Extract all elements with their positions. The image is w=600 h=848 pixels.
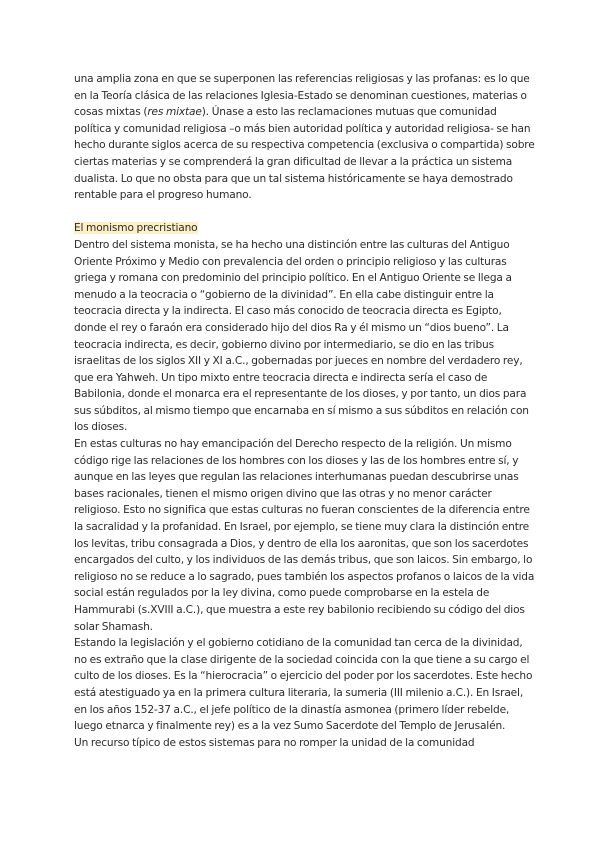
intro-italic-term: res mixtae (147, 106, 202, 119)
intro-text-part1: una amplia zona en que se superponen las referencias religiosas y las profanas: es lo que en la Teoría clásica de las relaciones Iglesia-Estado se denominan cuestiones, materias o cosas mixtas ( (74, 73, 530, 119)
body-paragraph-4: Un recurso típico de estos sistemas para no romper la unidad de la comunidad (74, 736, 475, 749)
section-heading: El monismo precristiano (74, 222, 198, 235)
intro-text-part2: ). Únase a esto las reclamaciones mutuas que comunidad política y comunidad religiosa –o más bien autoridad política y autoridad religiosa- se han hecho durante siglos acerca de su respectiva competencia (exclusiva o compartida) sobre ciertas materias y se comprenderá la gran dificultad de llevar a la práctica un sistema dualista. Lo que no obsta para que un tal sistema históricamente se haya demostrado rentable para el progreso humano. (74, 106, 535, 202)
body-paragraph-2: En estas culturas no hay emancipación del Derecho respecto de la religión. Un mismo código rige las relaciones de los hombres con los dioses y las de los hombres entre sí, y aunque en las leyes que regulan las relaciones interhumanas puedan descubrirse unas bases racionales, tienen el mismo origen divino que las otras y no menor carácter religioso. Esto no significa que estas culturas no fueran conscientes de la diferencia entre la sacralidad y la profanidad. En Israel, por ejemplo, se tiene muy clara la distinción entre los levitas, tribu consagrada a Dios, y dentro de ella los aaronitas, que son los sacerdotes encargados del culto, y los individuos de las demás tribus, que son laicos. Sin embargo, lo religioso no se reduce a lo sagrado, pues también los aspectos profanos o laicos de la vida social están regulados por la ley divina, como puede comprobarse en la estela de Hammurabi (s.XVIII a.C.), que muestra a este rey babilonio recibiendo su código del dios solar Shamash. (74, 438, 535, 633)
text-body (74, 71, 536, 751)
section-heading-line (74, 220, 536, 237)
body-paragraph-1: Dentro del sistema monista, se ha hecho una distinción entre las culturas del Antiguo Oriente Próximo y Medio con prevalencia del orden o principio religioso y las culturas griega y romana con predominio del principio político. En el Antiguo Oriente se llega a menudo a la teocracia o “gobierno de la divinidad”. En ella cabe distinguir entre la teocracia directa y la indirecta. El caso más conocido de teocracia directa es Egipto, donde el rey o faraón era considerado hijo del dios Ra y él mismo un “dios bueno”. La teocracia indirecta, es decir, gobierno divino por intermediario, se dio en las tribus israelitas de los siglos XII y XI a.C., gobernadas por jueces en nombre del verdadero rey, que era Yahweh. Un tipo mixto entre teocracia directa e indirecta sería el caso de Babilonia, donde el monarca era el representante de los dioses, y por tanto, un dios para sus súbditos, al mismo tiempo que encarnaba en sí mismo a sus súbditos en relación con los dioses. (74, 238, 529, 434)
intro-paragraph (74, 71, 536, 204)
paragraph-gap (74, 204, 536, 221)
body-paragraph-3: Estando la legislación y el gobierno cotidiano de la comunidad tan cerca de la divinidad, no es extraño que la clase dirigente de la sociedad coincida con la que tiene a su cargo el culto de los dioses. Es la “hierocracia” o ejercicio del poder por los sacerdotes. Este hecho está atestiguado ya en la primera cultura literaria, la sumeria (III milenio a.C.). En Israel, en los años 152-37 a.C., el jefe político de la dinastía asmonea (primero líder rebelde, luego etnarca y finalmente rey) es a la vez Sumo Sacerdote del Templo de Jerusalén. (74, 637, 533, 733)
